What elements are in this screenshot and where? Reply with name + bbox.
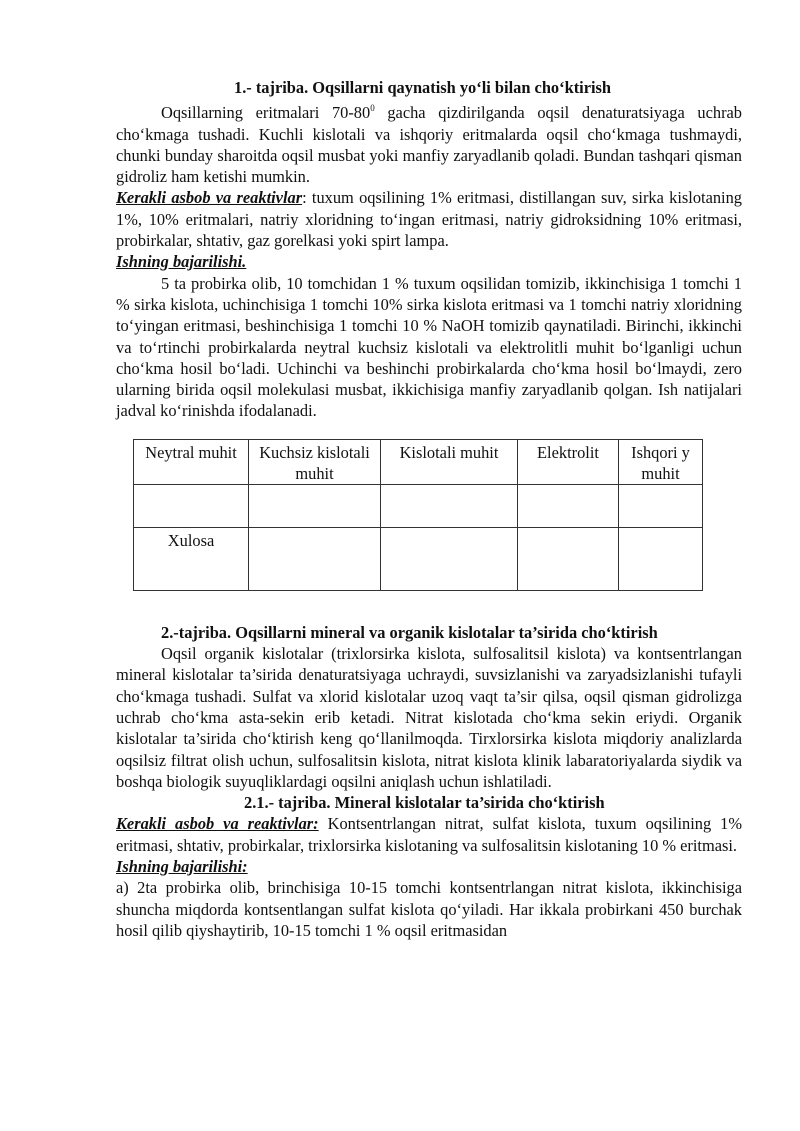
table-row xyxy=(134,484,703,527)
table-cell xyxy=(381,484,518,527)
table-cell xyxy=(619,484,703,527)
experiment-1-procedure-heading xyxy=(116,251,742,272)
table-cell xyxy=(381,527,518,590)
table-row xyxy=(134,527,703,590)
intro-text-b: gacha qizdirilganda oqsil denaturatsiyaga uchrab cho‘kmaga tushadi. Kuchli kislotali va ishqoriy eritmalarda oqsil cho‘kmaga tushmaydi, chunki bunday sharoitda oqsil musbat yoki manfiy zaryadlanib qoladi. Bundan tashqari qisman gidroliz ham ketishi mumkin. xyxy=(116,103,742,187)
experiment-2-1-title: 2.1.- tajriba. Mineral kislotalar ta’sirida cho‘ktirish xyxy=(244,793,605,813)
degree-superscript: 0 xyxy=(370,103,375,114)
experiment-1-procedure: 5 ta probirka olib, 10 tomchidan 1 % tuxum oqsilidan tomizib, ikkinchisiga 1 tomchi 1 % sirka kislota, uchinchisiga 1 tomchi 10% sirka kislota eritmasi va 1 tomchi natriy xloridning to‘yingan eritmasi, beshinchisiga 1 tomchi 10 % NaOH tomizib qaynatiladi. Birinchi, ikkinchi va to‘rtinchi probirkalarda neytral kuchsiz kislotali va elektrolitli muhit bo‘lganligi uchun cho‘kma hosil bo‘ladi. Uchinchi va beshinchi probirkalarda cho‘kma hosil bo‘lmaydi, zero ularning birida oqsil molekulasi musbat, ikkichisiga manfiy zaryadlanib qolgan. Ish natijalari jadval ko‘rinishda ifodalanadi. xyxy=(116,273,742,421)
document-body xyxy=(116,77,742,941)
intro-text-a: Oqsillarning eritmalari 70-80 xyxy=(161,103,371,123)
table-cell xyxy=(249,527,381,590)
experiment-2-text: Oqsil organik kislotalar (trixlorsirka kislota, sulfosalitsil kislota) va kontsentrlangan mineral kislotalar ta’sirida denaturatsiyaga uchraydi, suvsizlanishi va zaryadsizlanishi tufayli cho‘kmaga tushadi. Sulfat va xlorid kislotalar uzoq vaqt ta’sir qilsa, oqsil qisman gidrolizga uchrab cho‘kma asta-sekin erib ketadi. Nitrat kislotada cho‘kma sekin eriydi. Organik kislotalar ta’sirida cho‘ktirish keng qo‘llanilmoqda. Tirxlorsirka kislota miqdoriy analizlarda oqsilsiz filtrat olish uchun, sulfosalitsin kislota, nitrat kislota klinik labaratoriyalarda siydik va boshqa biologik suyuqliklardagi oqsilni aniqlash uchun ishlatiladi. xyxy=(116,644,742,791)
table-header-row xyxy=(134,439,703,484)
requirements-label: Kerakli asbob va reaktivlar xyxy=(116,188,303,208)
requirements-label: Kerakli asbob va reaktivlar: xyxy=(116,814,319,834)
conclusion-cell: Xulosa xyxy=(134,527,249,590)
requirements-text: Kontsentrlangan nitrat, sulfat kislota, tuxum oqsilining 1% eritmasi, shtativ, probirkalar, trixlorsirka kislotaning va sulfosalitsin kislotaning 10 % eritmasi. xyxy=(116,814,742,855)
table-cell xyxy=(518,484,619,527)
table-cell xyxy=(134,484,249,527)
table-cell xyxy=(249,484,381,527)
results-table xyxy=(133,439,703,591)
experiment-1-intro xyxy=(116,102,742,187)
experiment-2-title: 2.-tajriba. Oqsillarni mineral va organik kislotalar ta’sirida cho‘ktirish xyxy=(161,622,658,642)
table-header-cell: Neytral muhit xyxy=(134,439,249,484)
experiment-2-1-procedure-heading xyxy=(116,856,742,877)
experiment-1-title: 1.- tajriba. Oqsillarni qaynatish yo‘li bilan cho‘ktirish xyxy=(234,78,612,97)
requirements-text: : tuxum oqsilining 1% eritmasi, distillangan suv, sirka kislotaning 1%, 10% eritmalari, natriy xloridning to‘ingan eritmasi, natriy gidroksidning 10% eritmasi, probirkalar, shtativ, gaz gorelkasi yoki spirt lampa. xyxy=(116,188,743,251)
experiment-2-1-requirements xyxy=(116,813,742,856)
experiment-1-requirements xyxy=(116,187,742,251)
table-header-cell: Ishqori y muhit xyxy=(619,439,703,484)
table-header-cell: Kislotali muhit xyxy=(381,439,518,484)
table-cell xyxy=(518,527,619,590)
table-cell xyxy=(619,527,703,590)
table-header-cell: Kuchsiz kislotali muhit xyxy=(249,439,381,484)
experiment-2-1-step-a: a) 2ta probirka olib, brinchisiga 10-15 tomchi kontsentrlangan nitrat kislota, ikkinchisiga shuncha miqdorda kontsentlangan sulfat kislota qo‘yiladi. Har ikkala probirkani 450 burchak hosil qilib qiyshaytirib, 10-15 tomchi 1 % oqsil eritmasidan xyxy=(116,878,742,940)
table-header-cell: Elektrolit xyxy=(518,439,619,484)
procedure-label: Ishning bajarilishi: xyxy=(116,857,248,877)
procedure-label: Ishning bajarilishi. xyxy=(116,252,247,272)
